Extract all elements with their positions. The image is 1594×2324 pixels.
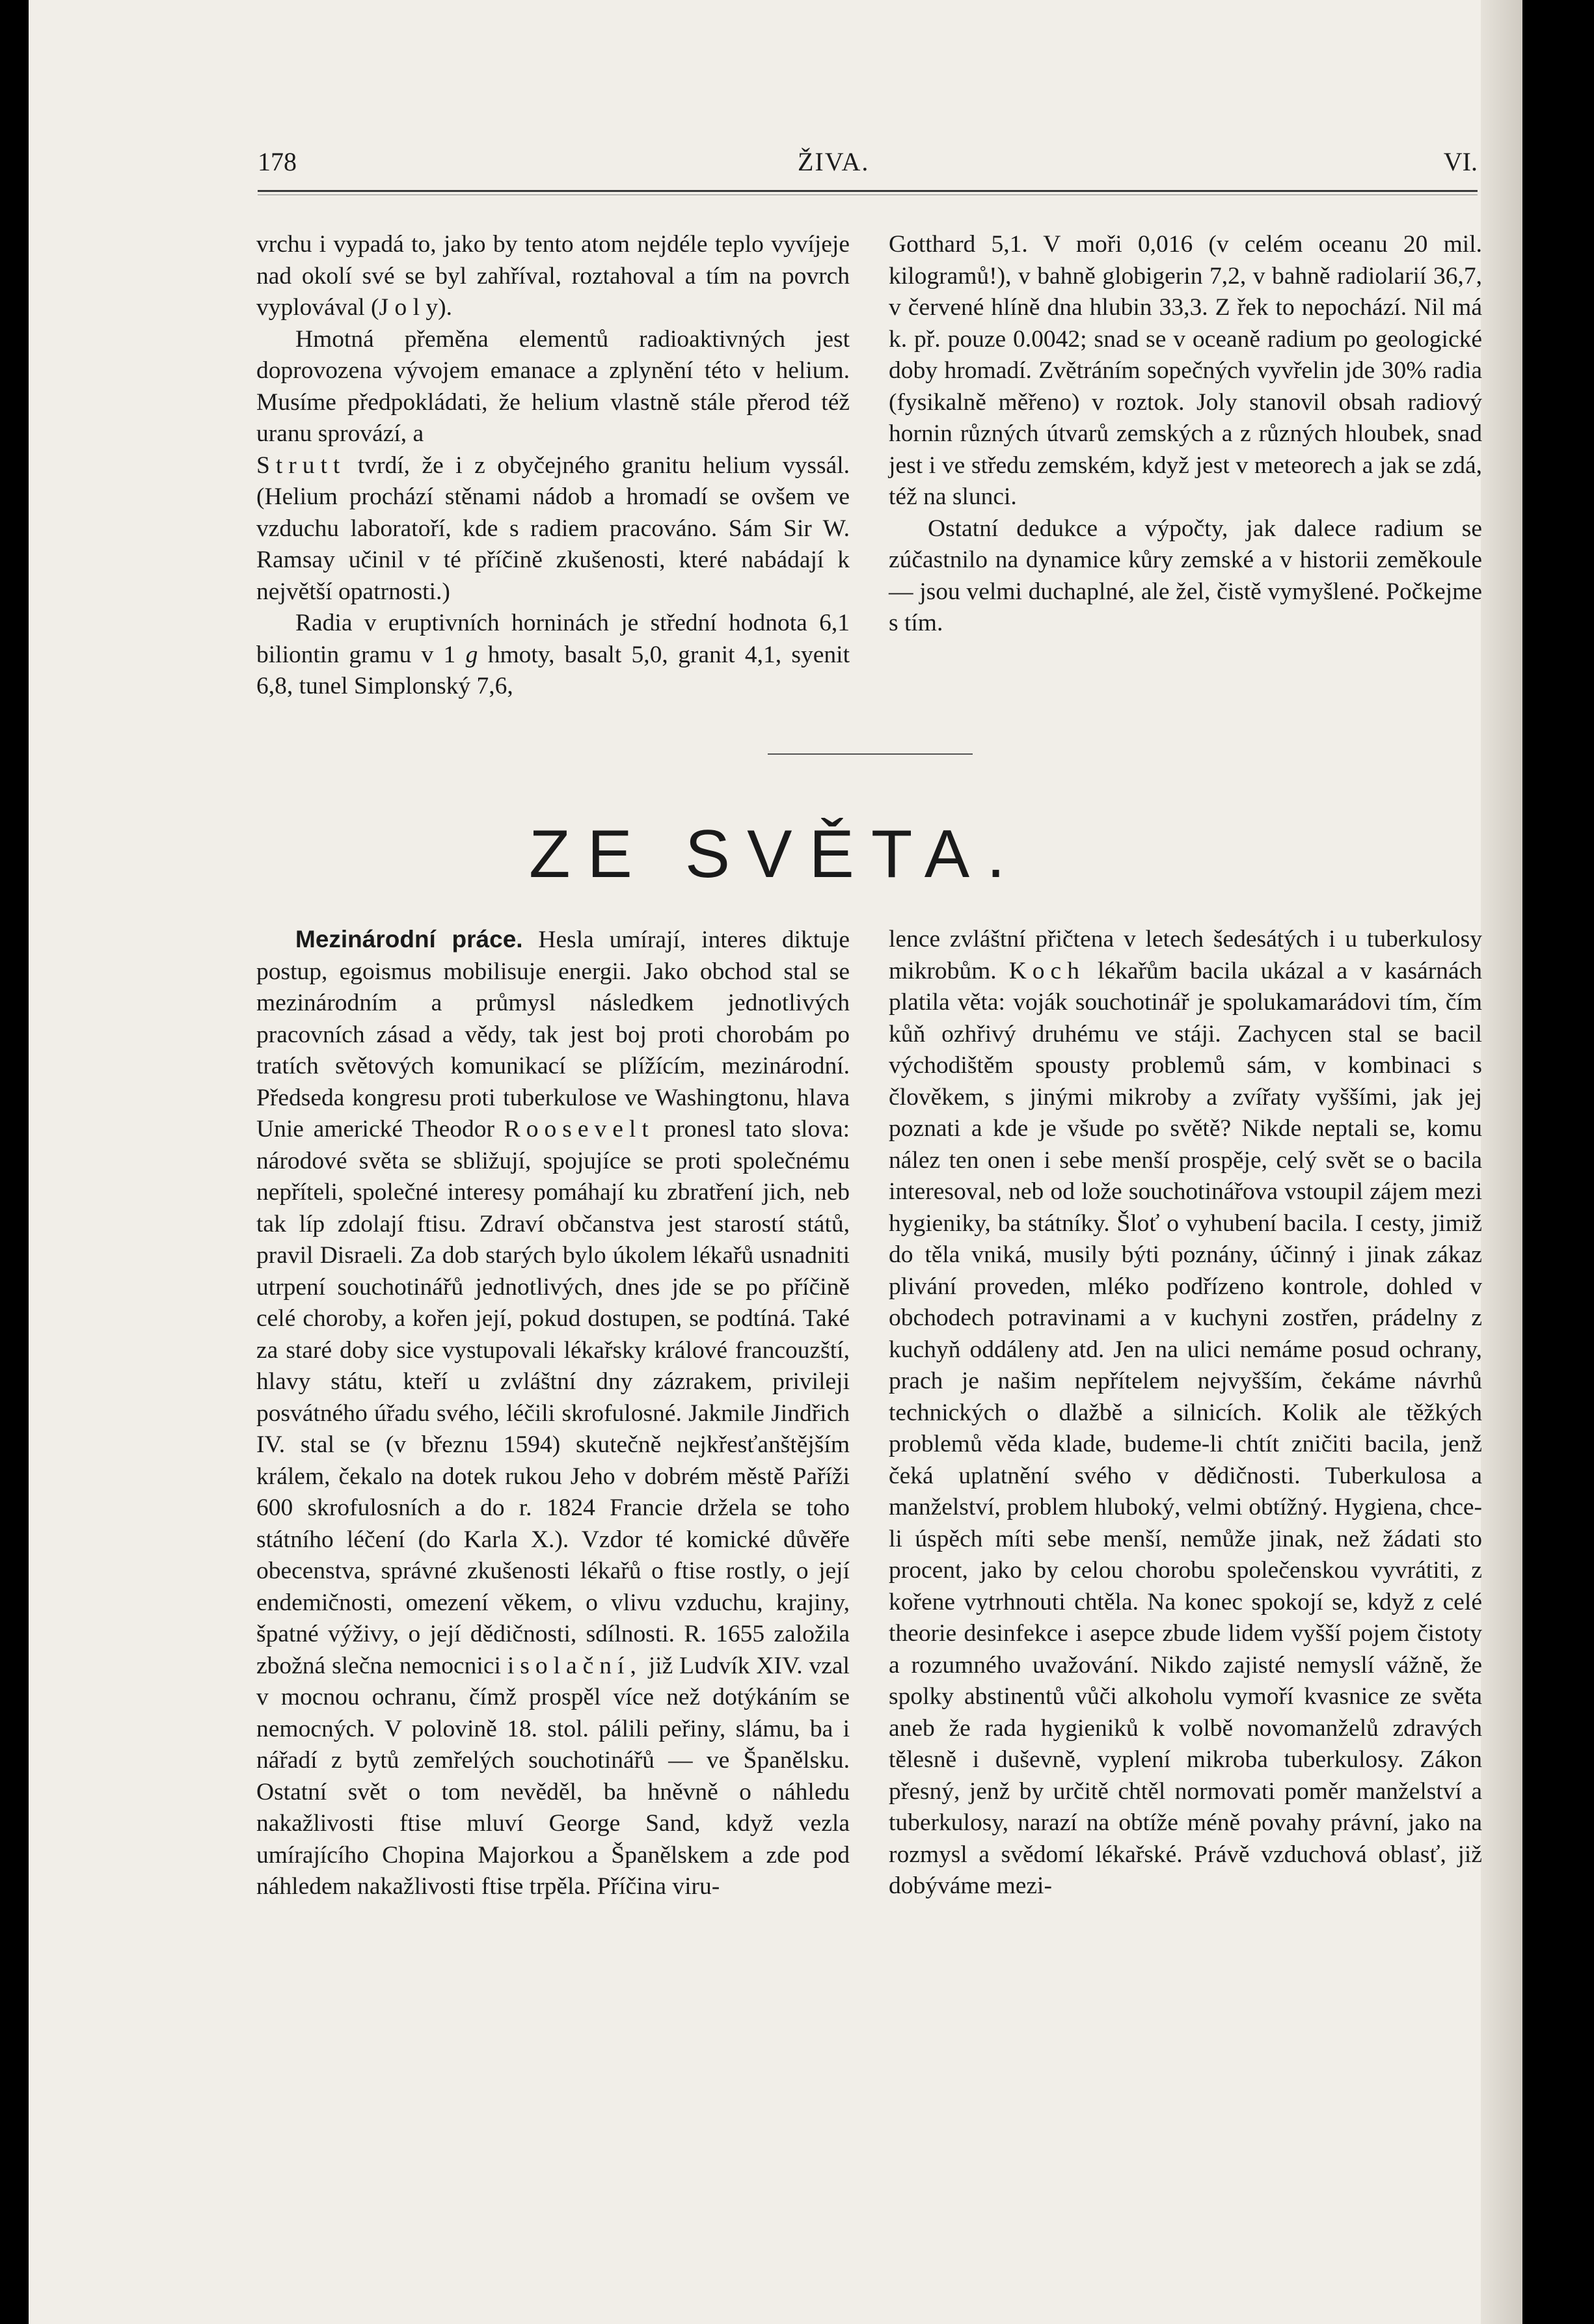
name-koch: Koch: [1008, 957, 1085, 984]
paragraph-text: lence zvláštní přičtena v letech šedesátých i u tuberkulosy mikrobům.: [889, 926, 1482, 984]
column-bottom-right: [889, 924, 1482, 1902]
paragraph-text: Radia v eruptivních horninách je střední hodnota 6,1 biliontin gramu v 1: [256, 610, 850, 668]
scanned-page: [29, 0, 1522, 2324]
paragraph: Gotthard 5,1. V moři 0,016 (v celém oceanu 20 mil. kilogramů!), v bahně globigerin 7,2, v bahně radiolarií 36,7, v červené hlíně dna hlubin 33,3. Z řek to nepochází. Nil má k. př. pouze 0.0042; snad se v oceaně radium po geologické doby hromadí. Zvětráním sopečných vyvřelin jde 30% radia (fysikalně měřeno) v roztok. Joly stanovil obsah radiový hornin různých útvarů zemských a z různých hloubek, snad jest i ve středu zemském, když jest v meteorech a jak se zdá, též na slunci.: [889, 231, 1482, 510]
name-roosevelt: Roosevelt: [504, 1116, 655, 1142]
section-title: ZE SVĚTA.: [529, 817, 1022, 892]
paragraph-text: pronesl tato slova: národové světa se sbližují, spojujíce se proti společnému nepříteli, společné interesy pomáhají ku zbratření jich, neb tak líp zdolají ftisu. Zdraví občanstva jest starostí států, pravil Disraeli. Za dob starých bylo úkolem lékařů usnadniti utrpení souchotinářů jednotlivých, dnes jde se po příčině celé choroby, a kořen její, pokud dostupen, se podtíná. Také za staré doby sice vystupovali lékařsky králové francouzští, hlavy státu, kteří u zvláštní dny zázrakem, privileji posvátného úřadu svého, léčili skrofulosné. Jakmile Jindřich IV. stal se (v březnu 1594) skutečně nejkřesťanštějším králem, čekalo na dotek rukou Jeho v dobrém městě Paříži 600 skrofulosních a do r. 1824 Francie držela se toho státního léčení (do Karla X.). Vzdor té komické důvěře obecenstva, správné zkušenosti lékařů o ftise rostly, o její endemičnosti, omezení věkem, o vlivu vzduchu, krajiny, špatné výživy, o její dědičnosti, sdílnosti. R. 1655 založila zbožná slečna nemocnici: [256, 1116, 850, 1679]
word-isolacni: isolační,: [507, 1652, 642, 1679]
paragraph-text: lékařům bacila ukázal a v kasárnách platila věta: voják souchotinář je spolukamarádovi tím, čím kůň ozhřivý druhému ve stáji. Zachycen stal se bacil východištěm spousty problemů sám, v kombinaci s člověkem, s jinými mikroby a zvířaty vyššími, jak jej poznati a kde je všude po světě? Nikde neptali se, komu nález ten onen i sebe menší prospěje, celý svět se o bacila interesoval, neb od lože souchotinářova vstoupil zájem mezi hygieniky, ba státníky. Šloť o vyhubení bacila. I cesty, jimiž do těla vniká, musily býti poznány, účinný i jinak zákaz plivání proveden, mléko podřízeno kontrole, dohled v obchodech potravinami a v kuchyni zostřen, prádelny z kuchyň oddáleny atd. Jen na ulici nemáme posud ochrany, prach je našim nepřítelem nejvyšším, čekáme návrhů technických o dlažbě a silnicích. Kolik ale těžkých problemů věda klade, budeme-li chtít zničiti bacila, jenž čeká uplatnění svého v dědičnosti. Tuberkulosa a manželství, problem hluboký, velmi obtížný. Hygiena, chce-li úspěch míti sebe menší, nemůže jinak, než žádati sto procent, jako by celou chorobu společenskou vyvrátiti, z kořene vytrhnouti chtěla. Na konec spokojí se, když z celé theorie desinfekce i asepce zbude lidem vyšší pojem čistoty a rozumného uvažování. Nikdo zajisté nemyslí vážně, že spolky abstinentů vůči alkoholu vymoří kvasnice ze světa aneb že rada hygieniků k volbě novomanželů zdravých tělesně i duševně, vyplení mikroba tuberkulosy. Zákon přesný, jenž by určitě chtěl normovati poměr manželství a tuberkulosy, narazí na obtíže méně povahy právní, jako na rozmysl a svědomí lékařské. Právě vzduchová oblasť, již dobýváme mezi-: [889, 957, 1483, 1899]
paragraph: [256, 608, 850, 703]
paragraph-text: Hesla umírají, interes diktuje postup, egoismus mobilisuje energii. Jako obchod stal se mezinárodním a průmysl následkem jednotlivých pracovních zásad a vědy, tak jest boj proti chorobám po tratích světových komunikací se plížícím, mezinárodní. Předseda kongresu proti tuberkulose ve Washingtonu, hlava Unie americké Theodor: [256, 926, 850, 1142]
paragraph-text: již Ludvík XIV. vzal v mocnou ochranu, čímž prospěl více než dotýkáním se nemocných. V polovině 18. stol. pálili peřiny, slámu, ba i nářadí z bytů zemřelých souchotinářů — ve Španělsku. Ostatní svět o tom nevěděl, ba hněvně o náhledu nakažlivosti ftise mluví George Sand, když vezla umírajícího Chopina Majorkou a Španělskem a zde pod náhledem nakažlivosti ftise trpěla. Příčina viru-: [256, 1652, 850, 1900]
section-divider: [768, 753, 973, 755]
article-paragraph: [889, 924, 1482, 1902]
article-paragraph: [256, 924, 850, 1903]
name-strutt: Strutt: [256, 452, 346, 479]
page-edge-shadow: [1481, 0, 1522, 2324]
column-top-right: [889, 229, 1482, 640]
paragraph: Ostatní dedukce a výpočty, jak dalece radium se zúčastnilo na dynamice kůry zemské a v historii zeměkoule — jsou velmi duchaplné, ale žel, čistě vymyšlené. Počkejme s tím.: [889, 515, 1482, 636]
column-top-left: [256, 229, 850, 703]
paragraph: vrchu i vypadá to, jako by tento atom nejdéle teplo vyvíjeje nad okolí své se byl zahříval, roztahoval a tím na povrch vyplovával (J o l y).: [256, 231, 850, 321]
header-rule: [258, 190, 1478, 192]
paragraph: Hmotná přeměna elementů radioaktivných jest doprovozena vývojem emanace a zplynění této v helium. Musíme předpokládati, že helium vlastně stále přerod též uranu sprovází, a: [256, 325, 850, 447]
column-bottom-left: [256, 924, 850, 1903]
paragraph-text: hmoty, basalt 5,0, granit 4,1, syenit 6,8, tunel Simplonský 7,6,: [256, 641, 850, 699]
paragraph: [256, 450, 850, 608]
running-header: [258, 146, 1478, 185]
page-number: 178: [258, 147, 297, 176]
paragraph-text: tvrdí, že i z obyčejného granitu helium vyssál. (Helium prochází stěnami nádob a hromadí se ovšem ve vzduchu laboratoří, kde s radiem pracováno. Sám Sir W. Ramsay učinil v té příčině zkušenosti, které nabádají k největší opatrnosti.): [256, 452, 850, 605]
unit-gram: g: [465, 641, 478, 668]
journal-title: ŽIVA.: [798, 147, 870, 176]
volume-number: VI.: [1443, 147, 1478, 176]
article-title: Mezinárodní práce.: [295, 926, 523, 953]
